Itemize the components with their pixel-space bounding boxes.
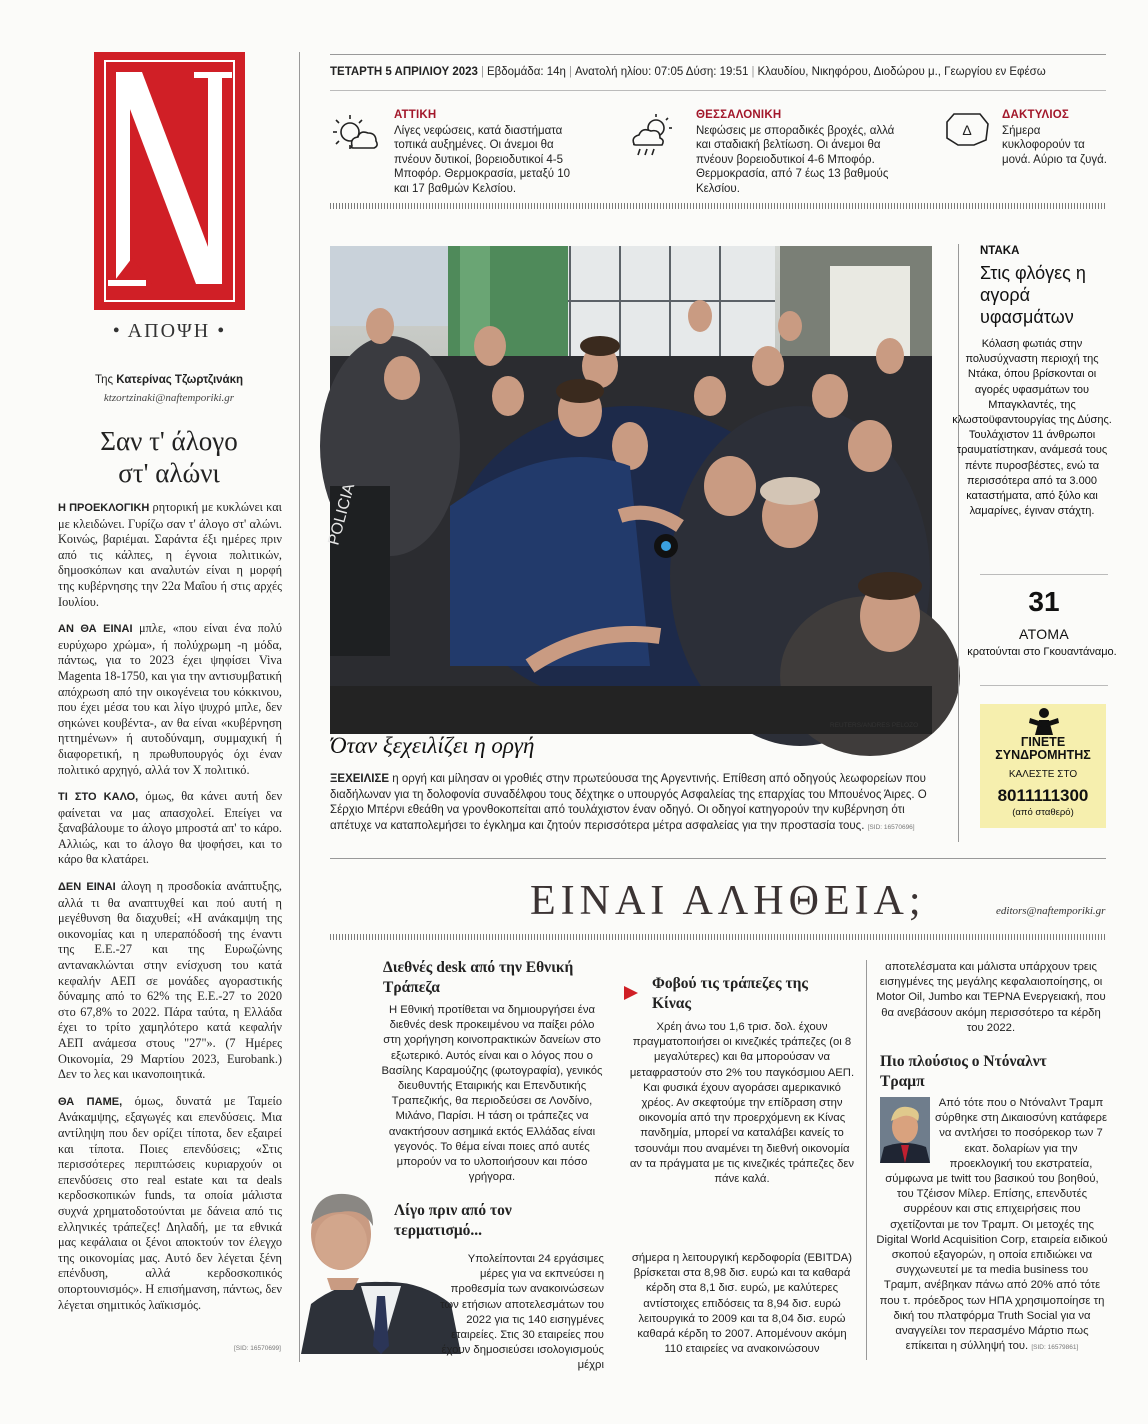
paragraph-text: μπλε, «που είναι ένα πολύ ευρύχωρο χρώμα», ή πολύχρωμη -η μόδα, πάντως, για το 2023 έχει ψηφίσει Viva Magenta 18-1750, και για την αντισυμβατική απόχρωση από την οικογένεια του κόκκινου, που έχει μέσα του και λίγο ψυχρό μπλε, δεν σηκώνει κουβέντα-, αν θα είναι «κυβέρνηση ηττημένων» ή αυτοδύναμη, συμμαχική ή διαφορετική, η πρωθυπουργός όχι έναν πολιτικό αρχηγό, αλλά τον Χ πολιτικό. bbox=[58, 621, 282, 777]
column-divider bbox=[299, 52, 300, 1362]
china-body: Χρέη άνω του 1,6 τρισ. δολ. έχουν πραγματοποιήσει οι κινεζικές τράπεζες (οι 8 μεγαλύτερες) και θα μπορούσαν να μεταφραστούν στο 2% του παγκόσμιου ΑΕΠ. Και φυσικά έχουν αγοράσει αμερικανικό χρέος. Αν σκεφτούμε την επίδραση στην οικονομία από την προερχόμενη εκ Κίνας πανδημία, μπορεί να καταλάβει κανείς το τσουνάμι που αναμένει τη διεθνή οικονομία αν τα πράγματα με τις κινεζικές τράπεζες δεν πάνε καλά. bbox=[629, 1021, 855, 1186]
results-continued: σήμερα η λειτουργική κερδοφορία (EBITDA) βρίσκεται στα 8,98 δισ. ευρώ και τα καθαρά κέρδη στα 8,1 δισ. ευρώ, με καλύτερες αντίστοιχες επιδόσεις τα 8,94 δισ. ευρώ λειτουργικά το 2009 και τα 8,04 δισ. ευρώ καθαρά κέρδη το 2007. Απομένουν ακόμη 110 εταιρείες να ανακοινώσουν bbox=[631, 1252, 853, 1356]
weather-ring bbox=[1002, 108, 1112, 167]
paragraph-text: ρητορική με κυκλώνει και με κλειδώνει. Γυρίζω σαν τ' άλογο στ' αλώνι. Κοινώς, βαριέμαι. Σαράντα έξι ημέρες πριν από τις κάλπες, η έγνοια πολιτικών, δημοσκόπων και αναλυτών είναι η μορφή της κυβέρνησης την 22α Μαΐου ή στις αρχές Ιουλίου. bbox=[58, 500, 282, 609]
author-name: Κατερίνας Τζωρτζινάκη bbox=[116, 374, 244, 386]
opinion-title-line2: στ' αλώνι bbox=[118, 458, 220, 488]
date-rule bbox=[330, 90, 1106, 91]
weather-text: Λίγες νεφώσεις, κατά διαστήματα τοπικά αυξημένες. Οι άνεμοι θα πνέουν δυτικοί, βορειοδυτικοί 4-5 Μποφόρ. Θερμοκρασία, μεταξύ 10 και 17 βαθμών Κελσίου. bbox=[394, 124, 571, 195]
newspaper-logo bbox=[94, 52, 245, 310]
weather-text: Σήμερα κυκλοφορούν τα μονά. Αύριο τα ζυγά. bbox=[1002, 124, 1107, 166]
weather-attica bbox=[394, 108, 580, 197]
subscribe-phone[interactable]: 8011111300 bbox=[997, 786, 1089, 805]
photo-credit: REUTERS/ANDRES PELOZO bbox=[830, 722, 919, 729]
sidebar-tag: ΝΤΑΚΑ bbox=[980, 245, 1020, 257]
paragraph-lead: Η ΠΡΟΕΚΛΟΓΙΚΗ bbox=[58, 502, 150, 514]
main-story-title: Όταν ξεχειλίζει η οργή bbox=[330, 733, 535, 758]
sidebar-rule bbox=[980, 574, 1108, 575]
truth-section-email[interactable]: editors@naftemporiki.gr bbox=[996, 905, 1106, 917]
trump-body-text: Από τότε που ο Ντόναλντ Τραμπ σύρθηκε στη Δικαιοσύνη κατάφερε να αντλήσει το ποσόρεκορ των 7 εκατ. δολαρίων για την προεκλογική του εκστρατεία, σύμφωνα με twitt του βασικού του βοηθού, του Τζέισον Μίλερ. Επίσης, επενδυτές συρρέουν και στις επιχειρήσεις που σχετίζονται με τον Τραμπ. Οι μετοχές της Digital World Acquisition Corp, εταιρεία ειδικού σκοπού εξαγορών, η οποία επιδιώκει να συγχωνευτεί με τα media business του Τραμπ, ανέβηκαν πάνω από 20% από τότε που τ. πρόεδρος των ΗΠΑ χρησιμοποίησε τη δική του πλατφόρμα Truth Social για να αναγγείλει τον περασμένο Μάρτιο πως επίκειται η σύλληψή του. bbox=[876, 1097, 1108, 1353]
top-rule bbox=[330, 54, 1106, 55]
date-text: ΤΕΤΑΡΤΗ 5 ΑΠΡΙΛΙΟΥ 2023 bbox=[330, 66, 478, 78]
subscribe-title-line1: ΓΙΝΕΤΕ bbox=[1020, 735, 1066, 749]
date-separator: | bbox=[480, 66, 484, 78]
opinion-title bbox=[40, 425, 298, 489]
paragraph-text: όμως, θα κάνει αυτή δεν φαίνεται να μας απασχολεί. Επείγει να ξαναβάλουμε το άλογο μπροστά απ' το κάρο. Αλλιώς, και το άλογο θα ψοφήσει, και το κάρο θα κλατάρει. bbox=[58, 789, 283, 867]
paragraph-text: άλογη η προσδοκία ανάπτυξης, αλλά τι θα αναπτυχθεί και πού αυτή η μεγέθυνση θα διαχυθεί; «Η ανάκαμψη της οικονομίας και η υπεραπόδοσή της έναντι της Ε.Ε.-27 και της Ευρωζώνης αντανακλώνται στην ενίσχυση του κατά κεφαλήν ΑΕΠ σε μονάδες αγοραστικής δύναμης από το 62% της Ε.Ε.-27 το 2020 στο 67,8% το 2022. Πάρα ταύτα, η Ελλάδα έχει το τρίτο χαμηλότερο κατά κεφαλήν ΑΕΠ ανάμεσα στους "27"». (7 Ημέρες Οικονομία, 29 Μαρτίου 2023, Eurobank.) Δεν το λες και ικανοποιητικά. bbox=[58, 879, 282, 1082]
paragraph-text: όμως, δυνατά με Ταμείο Ανάκαμψης, εξαγωγές και επενδύσεις. Μια αντίληψη που δεν ορίζει τίποτα, δεν εξαιρεί και τίποτα. Ποιες επενδύσεις; «Στις περισσότερες περιπτώσεις κυριαρχούν οι επενδύσεις στο real estate και τα deals κερδοσκοπικών funds, τα οποία μάλιστα συχνά χρηματοδοτούνται με δάνεια από τις ελληνικές τράπεζες! Δηλαδή, με τα εθνικά μας κεφάλαια οι ξένοι αποκτούν τον έλεγχο της οικονομίας μας. Αυτό δεν λέγεται ξένη επένδυση, αλλά κερδοσκοπικός οπορτουνισμός». Η επισήμανση, πάντως, δεν λέγεται σημιτικός λαϊκισμός. bbox=[58, 1093, 282, 1312]
opinion-title-line1: Σαν τ' άλογο bbox=[100, 426, 238, 456]
sidebar-rule bbox=[980, 685, 1108, 686]
column-divider bbox=[866, 960, 867, 1360]
namedays-text: Κλαυδίου, Νικηφόρου, Διοδώρου μ., Γεωργίου εν Εφέσω bbox=[757, 66, 1046, 78]
paragraph-lead: ΑΝ ΘΑ ΕΙΝΑΙ bbox=[58, 623, 133, 636]
opinion-body bbox=[58, 500, 282, 1324]
opinion-paragraph bbox=[58, 500, 282, 610]
desk-body: Η Εθνική προτίθεται να δημιουργήσει ένα διεθνές desk προκειμένου να παίξει ρόλο στη χορήγηση κοινοπρακτικών δανείων στο εξωτερικό. Αυτός είναι και ο λόγος που ο Βασίλης Καραμούζης (φωτογραφία), γενικός διευθυντής Εταιρικής και Επενδυτικής Τραπεζικής, θα περιοδεύσει σε Λονδίνο, Μιλάνο, Παρίσι. Η τάση οι τράπεζες να ανακτήσουν ασημικά εκτός Ελλάδας είναι γεγονός. Το θέμα είναι ποιες από αυτές μπορούν να το υλοποιήσουν και πόσο γρήγορα. bbox=[381, 1004, 603, 1184]
subscribe-note: (από σταθερό) bbox=[1012, 807, 1074, 818]
sidebar-divider bbox=[958, 244, 959, 842]
stat-unit: ΑΤΟΜΑ bbox=[1019, 626, 1069, 642]
svg-text:Δ: Δ bbox=[962, 122, 972, 138]
opinion-paragraph bbox=[58, 879, 282, 1083]
weather-thessaloniki bbox=[696, 108, 910, 197]
weather-region: ΑΤΤΙΚΗ bbox=[394, 109, 437, 121]
arrow-icon bbox=[624, 986, 638, 1000]
trump-sid: [SID: 16579861] bbox=[1031, 1344, 1079, 1352]
svg-text:POLICIA: POLICIA bbox=[325, 481, 359, 548]
main-photo bbox=[325, 246, 932, 734]
truth-section-title: ΕΙΝΑΙ ΑΛΗΘΕΙΑ; bbox=[530, 878, 926, 924]
subscribe-call-label: ΚΑΛΕΣΤΕ ΣΤΟ bbox=[1008, 769, 1078, 780]
author-email[interactable]: ktzortzinaki@naftemporiki.gr bbox=[103, 392, 235, 404]
trump-body bbox=[876, 1096, 1108, 1355]
date-separator: | bbox=[751, 66, 755, 78]
rain-cloud-icon bbox=[628, 112, 678, 160]
stat-number: 31 bbox=[1028, 586, 1060, 617]
weather-region: ΔΑΚΤΥΛΙΟΣ bbox=[1002, 109, 1070, 121]
main-story-text: η οργή και μίλησαν οι γροθιές στην πρωτεύουσα της Αργεντινής. Επίθεση από οδηγούς λεωφορείων που διαδήλωναν για τη δολοφονία συναδέλφου τους δέχτηκε ο υπουργός Ασφαλείας της επαρχίας του Μπουένος Άιρες. Ο Σέρχιο Μπέρνι εθεάθη να γρονθοκοπείται από τουλάχιστον έναν οδηγό. Οι οδηγοί κατηγορούν την κυβέρνηση ότι απέτυχε να καταπολεμήσει το έγκλημα και ζητούν περισσότερα μέτρα ασφαλείας για την προστασία τους. bbox=[330, 773, 927, 832]
weather-text: Νεφώσεις με σποραδικές βροχές, αλλά και σταδιακή βελτίωση. Οι άνεμοι θα πνέουν βορειοδυτικοί 4-6 Μποφόρ. Θερμοκρασία, από 7 έως 13 βαθμούς Κελσίου. bbox=[696, 124, 895, 195]
main-story-body bbox=[330, 772, 938, 835]
sun-text: Ανατολή ηλίου: 07:05 Δύση: 19:51 bbox=[574, 66, 749, 78]
desk-title: Διεθνές desk από την Εθνική Τράπεζα bbox=[383, 959, 574, 996]
stat-description: κρατούνται στο Γκουαντάναμο. bbox=[967, 646, 1117, 658]
opinion-paragraph bbox=[58, 621, 282, 778]
n-logo-icon bbox=[102, 58, 237, 304]
week-text: Εβδομάδα: 14η bbox=[486, 66, 566, 78]
date-bar bbox=[330, 66, 1060, 78]
photo-float-spacer bbox=[876, 1096, 934, 1160]
paragraph-lead: ΤΙ ΣΤΟ ΚΑΛΟ, bbox=[58, 791, 139, 804]
dotted-rule bbox=[330, 203, 1106, 209]
paragraph-lead: ΘΑ ΠΑΜΕ, bbox=[58, 1095, 123, 1108]
reader-icon bbox=[1027, 707, 1061, 737]
weather-region: ΘΕΣΣΑΛΟΝΙΚΗ bbox=[696, 109, 782, 121]
section-rule bbox=[330, 858, 1106, 859]
results-continued-2: αποτελέσματα και μάλιστα υπάρχουν τρεις εισηγμένες της μεγάλης κεφαλαιοποίησης, οι Motor Oil, Jumbo και ΤΕΡΝΑ Ενεργειακή, που θα ανεβάσουν ακόμη περισσότερο τα κέρδη του 2022. bbox=[876, 961, 1106, 1034]
results-title: Λίγο πριν από τον τερματισμό... bbox=[394, 1202, 512, 1239]
section-label: • ΑΠΟΨΗ • bbox=[112, 320, 227, 342]
byline-prefix: Της bbox=[94, 374, 114, 386]
opinion-paragraph bbox=[58, 1094, 282, 1313]
opinion-paragraph bbox=[58, 789, 282, 868]
opinion-sid: [SID: 16570699] bbox=[234, 1345, 281, 1352]
date-separator: | bbox=[568, 66, 572, 78]
protest-photo-image bbox=[325, 246, 932, 734]
main-story-lead: ΞΕΧΕΙΛΙΣΕ bbox=[330, 773, 390, 785]
dotted-rule bbox=[330, 934, 1106, 940]
paragraph-lead: ΔΕΝ ΕΙΝΑΙ bbox=[58, 881, 116, 894]
trump-title: Πιο πλούσιος ο Ντόναλντ Τραμπ bbox=[880, 1053, 1047, 1090]
results-body: Υπολείπονται 24 εργάσιμες μέρες για να εκπνεύσει η προθεσμία των ανακοινώσεων των ετήσιων αποτελεσμάτων του 2022 για τις 140 εισηγμένες εταιρείες. Στις 30 εταιρείες που έχουν δημοσιεύσει ισολογισμούς μέχρι bbox=[440, 1253, 604, 1372]
subscribe-title bbox=[980, 736, 1106, 762]
sidebar-title: Στις φλόγες η αγορά υφασμάτων bbox=[980, 263, 1086, 327]
subscribe-title-line2: ΣΥΝΔΡΟΜΗΤΗΣ bbox=[995, 748, 1091, 762]
china-title: Φοβού τις τράπεζες της Κίνας bbox=[652, 975, 808, 1012]
ring-delta-icon bbox=[944, 110, 990, 148]
sun-cloud-icon bbox=[330, 112, 380, 158]
byline bbox=[40, 374, 298, 386]
sidebar-body: Κόλαση φωτιάς στην πολυσύχναστη περιοχή της Ντάκα, όπου βρίσκονται οι αγορές υφασμάτων του Μπαγκλαντές, της κλωστοϋφαντουργίας της Δύσης. Τουλάχιστον 11 άνθρωποι τραυματίστηκαν, ανάμεσά τους πέντε πυροσβέστες, ενώ τα περισσότερα από τα 3.000 καταστήματα, από ξύλο και λαμαρίνες, έγιναν στάχτη. bbox=[952, 338, 1112, 518]
main-story-sid: [SID: 16570696] bbox=[867, 823, 915, 831]
